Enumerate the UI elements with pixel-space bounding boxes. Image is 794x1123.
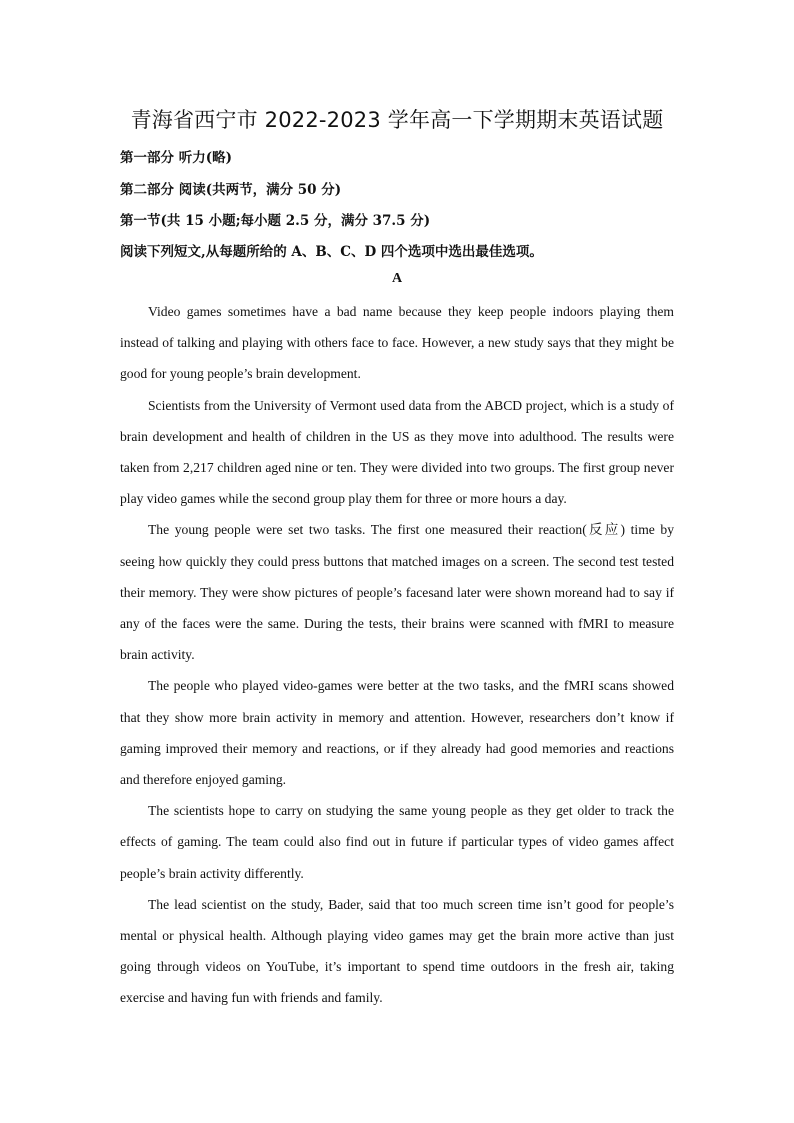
instruction-text: 阅读下列短文,从每题所给的 A、B、C、D 四个选项中选出最佳选项。 (120, 244, 543, 260)
paragraph: The young people were set two tasks. The first one measured their reaction(反应) time by seeing how quickly they could press buttons that matched images on a screen. The second test tested their memory. They were show pictures of people’s facesand later were shown moreand had to say if any of the faces were the same. During the tests, their brains were scanned with fMRI to measure brain activity. (120, 522, 674, 663)
paragraph: The people who played video-games were better at the two tasks, and the fMRI scans showed that they show more brain activity in memory and attention. However, researchers don’t know if gaming improved their memory and reactions, or if they already had good memories and reactions and therefore enjoyed gaming. (120, 678, 674, 788)
section-one-heading: 第一节(共 15 小题;每小题 2.5 分，满分 37.5 分) (120, 213, 431, 229)
paragraph: Video games sometimes have a bad name because they keep people indoors playing them instead of talking and playing with others face to face. However, a new study says that they might be good for young people’s brain development. (120, 304, 674, 382)
passage-label: A (391, 271, 403, 286)
part-two-heading: 第二部分 阅读(共两节，满分 50 分) (120, 182, 342, 198)
paragraph: The scientists hope to carry on studying the same young people as they get older to track the effects of gaming. The team could also find out in future if particular types of video games affect people’s brain activity differently. (120, 803, 674, 881)
part-one-heading: 第一部分 听力(略) (120, 150, 232, 166)
paragraph: The lead scientist on the study, Bader, said that too much screen time isn’t good for people’s mental or physical health. Although playing video games may get the brain more active than just going through videos on YouTube, it’s important to spend time outdoors in the fresh air, taking exercise and having fun with friends and family. (120, 896, 674, 1006)
paragraph: Scientists from the University of Vermont used data from the ABCD project, which is a study of brain development and health of children in the US as they move into adulthood. The results were taken from 2,217 children aged nine or ten. They were divided into two groups. The first group never play video games while the second group play them for three or more hours a day. (120, 397, 674, 507)
document-title: 青海省西宁市 2022-2023 学年高一下学期期末英语试题 (130, 108, 664, 132)
passage-body (120, 296, 674, 1014)
